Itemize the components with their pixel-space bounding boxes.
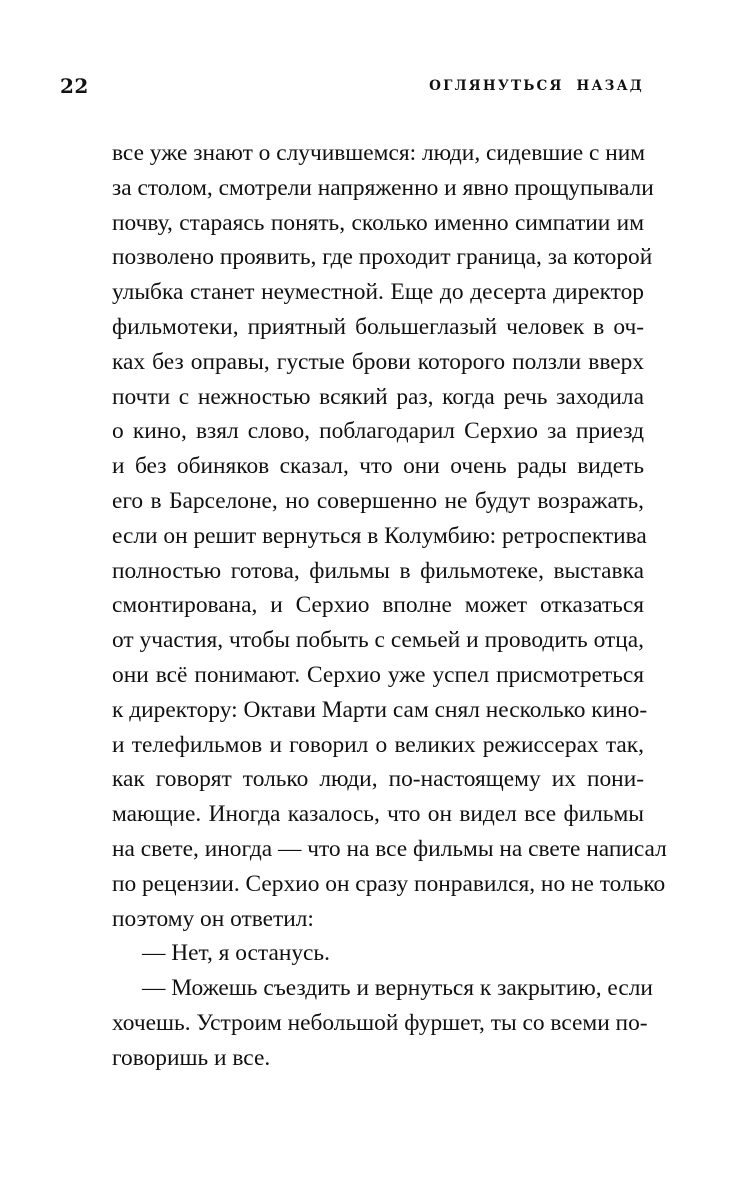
text-line: почти с нежностью всякий раз, когда речь заходила [112,383,644,410]
page-header [60,72,644,102]
text-line: от участия, чтобы побыть с семьей и проводить отца, [112,627,644,654]
text-line: как говорят только люди, по-настоящему их пони- [112,766,644,793]
text-line: улыбка станет неуместной. Еще до десерта директор [112,279,644,306]
text-line: говоришь и все. [112,1044,271,1071]
text-line: за столом, смотрели напряженно и явно прощупывали [112,174,654,201]
text-line: и без обиняков сказал, что они очень рады видеть [112,453,644,480]
text-line: и телефильмов и говорил о великих режиссерах так, [112,731,644,758]
text-line: смонтирована, и Серхио вполне может отказаться [112,592,644,619]
text-line: мающие. Иногда казалось, что он видел все фильмы [112,801,644,828]
text-line: хочешь. Устроим небольшой фуршет, ты со всеми по- [112,1009,648,1036]
text-line: все уже знают о случившемся: люди, сидевшие с ним [112,140,646,166]
text-line: полностью готова, фильмы в фильмотеке, выставка [112,557,644,584]
text-line: по рецензии. Серхио он сразу понравился, но не только [112,870,666,897]
text-line: его в Барселоне, но совершенно не будут возражать, [112,487,644,514]
body-text [112,136,667,1076]
text-line: почву, стараясь понять, сколько именно симпатии им [112,209,644,236]
text-line: фильмотеки, приятный большеглазый человек в оч- [112,313,644,340]
text-line: они всё понимают. Серхио уже успел присмотреться [112,661,644,688]
text-line: о кино, взял слово, поблагодарил Серхио за приезд [112,418,644,445]
text-line: если он решит вернуться в Колумбию: ретроспектива [112,522,647,549]
text-line: к директору: Октави Марти сам снял несколько кино- [112,696,648,723]
text-line: на свете, иногда — что на все фильмы на свете написал [112,835,667,862]
running-title: ОГЛЯНУТЬСЯ НАЗАД [429,78,644,94]
dialogue-line: — Нет, я останусь. [142,940,330,967]
text-line: поэтому он ответил: [112,905,314,932]
dialogue-line: — Можешь съездить и вернуться к закрытию, если [142,975,653,1002]
page-number: 22 [60,74,89,98]
text-line: ках без оправы, густые брови которого ползли вверх [112,348,644,375]
text-line: позволено проявить, где проходит граница, за которой [112,244,653,271]
